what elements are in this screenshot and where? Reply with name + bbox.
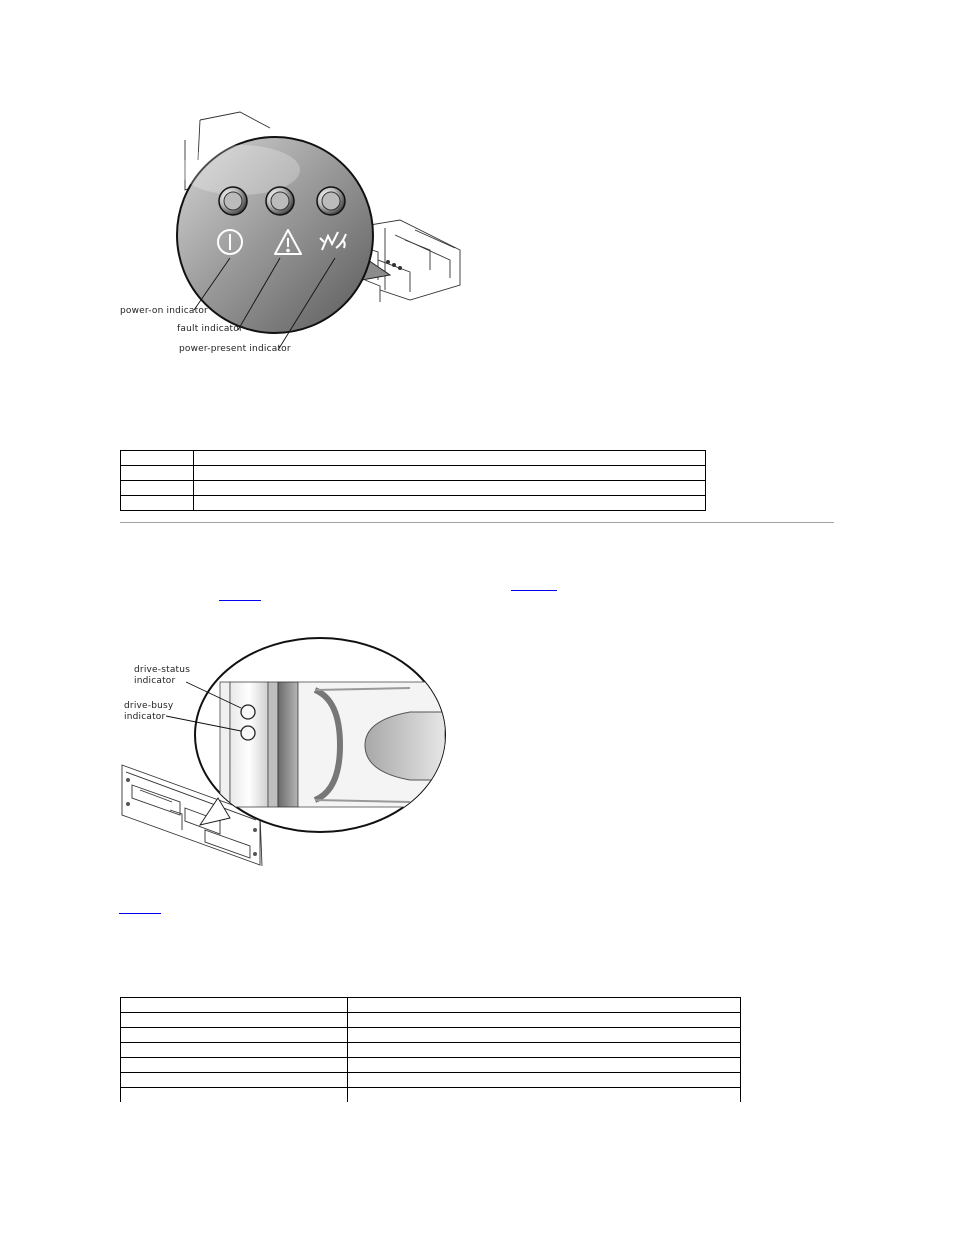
fault-indicator-label: fault indicator bbox=[177, 324, 243, 334]
power-supply-illustration bbox=[110, 110, 480, 360]
table-row bbox=[121, 1058, 741, 1073]
hard-drive-indicators-figure bbox=[110, 640, 450, 875]
drive-status-label-line1: drive-status bbox=[134, 665, 191, 675]
hard-drive-illustration bbox=[110, 640, 450, 875]
table-row bbox=[121, 1088, 741, 1103]
table-row bbox=[121, 451, 706, 466]
cross-reference-link[interactable] bbox=[219, 590, 261, 601]
table-row bbox=[121, 481, 706, 496]
table-row bbox=[121, 466, 706, 481]
drive-busy-label-line2: indicator bbox=[124, 712, 166, 722]
drive-busy-label-line1: drive-busy bbox=[124, 701, 174, 711]
indicator-lights bbox=[219, 187, 345, 215]
carrier-handle-bar bbox=[278, 682, 298, 807]
power-supply-indicators-figure bbox=[110, 110, 480, 360]
table-row bbox=[121, 496, 706, 511]
drive-busy-light-icon bbox=[241, 726, 255, 740]
table-row bbox=[121, 1043, 741, 1058]
power-on-indicator-label: power-on indicator bbox=[120, 306, 208, 316]
drive-indicator-table bbox=[120, 997, 741, 1102]
drive-status-label-line2: indicator bbox=[134, 676, 176, 686]
power-present-indicator-label: power-present indicator bbox=[179, 344, 291, 354]
table-row bbox=[121, 1013, 741, 1028]
drive-status-light-icon bbox=[241, 705, 255, 719]
cross-reference-link[interactable] bbox=[119, 903, 161, 914]
chassis-leds bbox=[386, 260, 402, 270]
table-row bbox=[121, 1028, 741, 1043]
table-row bbox=[121, 998, 741, 1013]
power-supply-indicator-table bbox=[120, 450, 706, 511]
table-row bbox=[121, 1073, 741, 1088]
cross-reference-link[interactable] bbox=[511, 580, 557, 591]
section-divider bbox=[120, 522, 834, 523]
drive-carrier bbox=[230, 682, 268, 807]
